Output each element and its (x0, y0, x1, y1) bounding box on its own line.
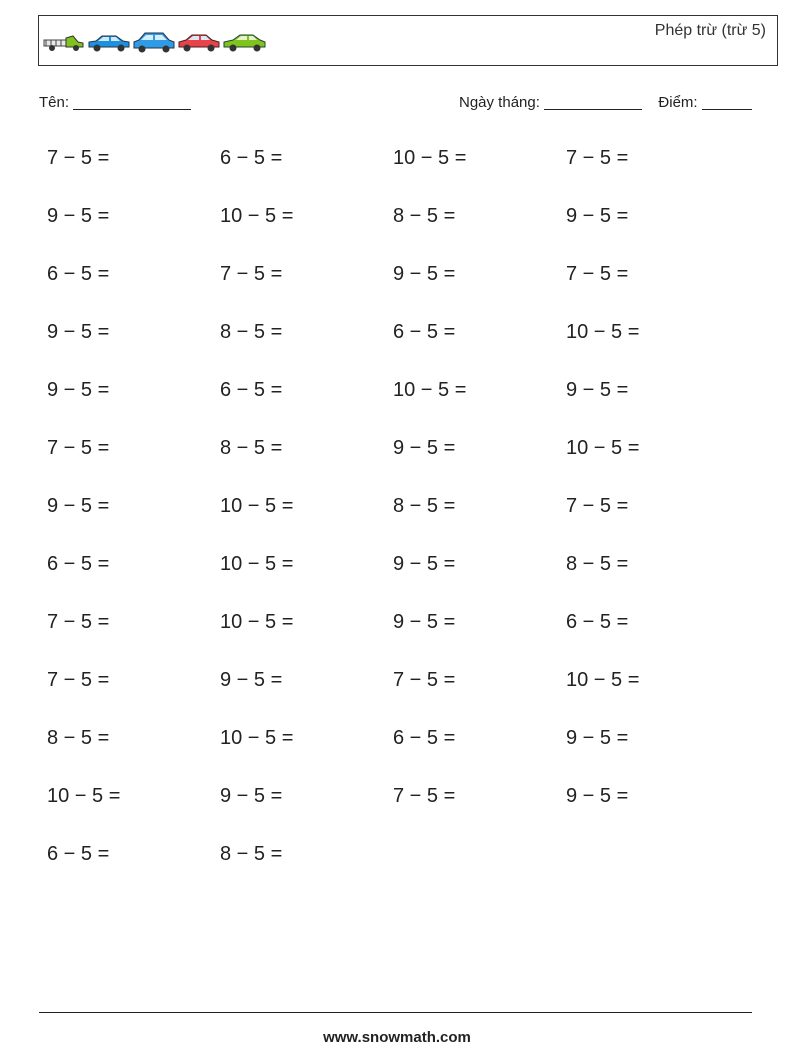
website-footer: www.snowmath.com (323, 1029, 471, 1046)
date-score-field (459, 94, 752, 111)
empty-cell (566, 843, 739, 901)
subtraction-problem: 7 − 5 = (566, 263, 629, 285)
subtraction-problem: 8 − 5 = (566, 553, 629, 575)
subtraction-problem: 8 − 5 = (220, 321, 283, 343)
subtraction-problem: 9 − 5 = (566, 785, 629, 807)
subtraction-problem: 9 − 5 = (566, 727, 629, 749)
subtraction-problem: 10 − 5 = (566, 669, 640, 691)
subtraction-problem: 7 − 5 = (47, 611, 110, 633)
subtraction-problem: 6 − 5 = (47, 263, 110, 285)
vehicle-icons (43, 30, 273, 54)
subtraction-problem: 9 − 5 = (393, 553, 456, 575)
empty-cell (393, 843, 566, 901)
subtraction-problem: 9 − 5 = (47, 495, 110, 517)
subtraction-problem: 9 − 5 = (566, 205, 629, 227)
name-label: Tên: (39, 94, 70, 111)
subtraction-problem: 8 − 5 = (393, 205, 456, 227)
subtraction-problem: 6 − 5 = (47, 843, 110, 865)
score-blank-line[interactable] (702, 95, 752, 110)
subtraction-problem: 9 − 5 = (220, 785, 283, 807)
subtraction-problem: 9 − 5 = (47, 321, 110, 343)
worksheet-title: Phép trừ (trừ 5) (654, 22, 766, 39)
subtraction-problem: 7 − 5 = (566, 147, 629, 169)
subtraction-problem: 7 − 5 = (47, 669, 110, 691)
subtraction-problem: 10 − 5 = (566, 321, 640, 343)
subtraction-problem: 10 − 5 = (220, 205, 294, 227)
subtraction-problem: 9 − 5 = (393, 437, 456, 459)
subtraction-problem: 10 − 5 = (220, 611, 294, 633)
subtraction-problem: 10 − 5 = (220, 727, 294, 749)
name-field (39, 94, 191, 111)
date-label: Ngày tháng: (459, 94, 540, 111)
name-blank-line[interactable] (73, 95, 191, 110)
subtraction-problem: 6 − 5 = (393, 321, 456, 343)
subtraction-problem: 9 − 5 = (566, 379, 629, 401)
score-label: Điểm: (658, 94, 698, 111)
subtraction-problem: 8 − 5 = (220, 437, 283, 459)
car-icon (224, 35, 265, 52)
footer-divider (39, 1012, 752, 1013)
car-icon (89, 36, 129, 52)
subtraction-problem: 8 − 5 = (47, 727, 110, 749)
subtraction-problem: 9 − 5 = (393, 263, 456, 285)
subtraction-problem: 8 − 5 = (220, 843, 283, 865)
subtraction-problem: 6 − 5 = (393, 727, 456, 749)
subtraction-problem: 7 − 5 = (220, 263, 283, 285)
subtraction-problem: 7 − 5 = (393, 669, 456, 691)
subtraction-problem: 6 − 5 = (47, 553, 110, 575)
subtraction-problem: 10 − 5 = (220, 553, 294, 575)
subtraction-problem: 10 − 5 = (393, 147, 467, 169)
subtraction-problem: 9 − 5 = (220, 669, 283, 691)
subtraction-problem: 9 − 5 = (393, 611, 456, 633)
problem-grid (47, 147, 739, 901)
subtraction-problem: 9 − 5 = (47, 379, 110, 401)
subtraction-problem: 10 − 5 = (566, 437, 640, 459)
subtraction-problem: 10 − 5 = (393, 379, 467, 401)
subtraction-problem: 10 − 5 = (47, 785, 121, 807)
subtraction-problem: 6 − 5 = (220, 379, 283, 401)
subtraction-problem: 7 − 5 = (393, 785, 456, 807)
subtraction-problem: 7 − 5 = (566, 495, 629, 517)
subtraction-problem: 6 − 5 = (566, 611, 629, 633)
subtraction-problem: 7 − 5 = (47, 147, 110, 169)
date-blank-line[interactable] (544, 95, 642, 110)
subtraction-problem: 7 − 5 = (47, 437, 110, 459)
subtraction-problem: 9 − 5 = (47, 205, 110, 227)
subtraction-problem: 6 − 5 = (220, 147, 283, 169)
subtraction-problem: 10 − 5 = (220, 495, 294, 517)
worksheet-header (38, 15, 778, 66)
subtraction-problem: 8 − 5 = (393, 495, 456, 517)
truck-icon (44, 36, 83, 51)
car-icon (134, 33, 174, 53)
car-icon (179, 35, 219, 52)
